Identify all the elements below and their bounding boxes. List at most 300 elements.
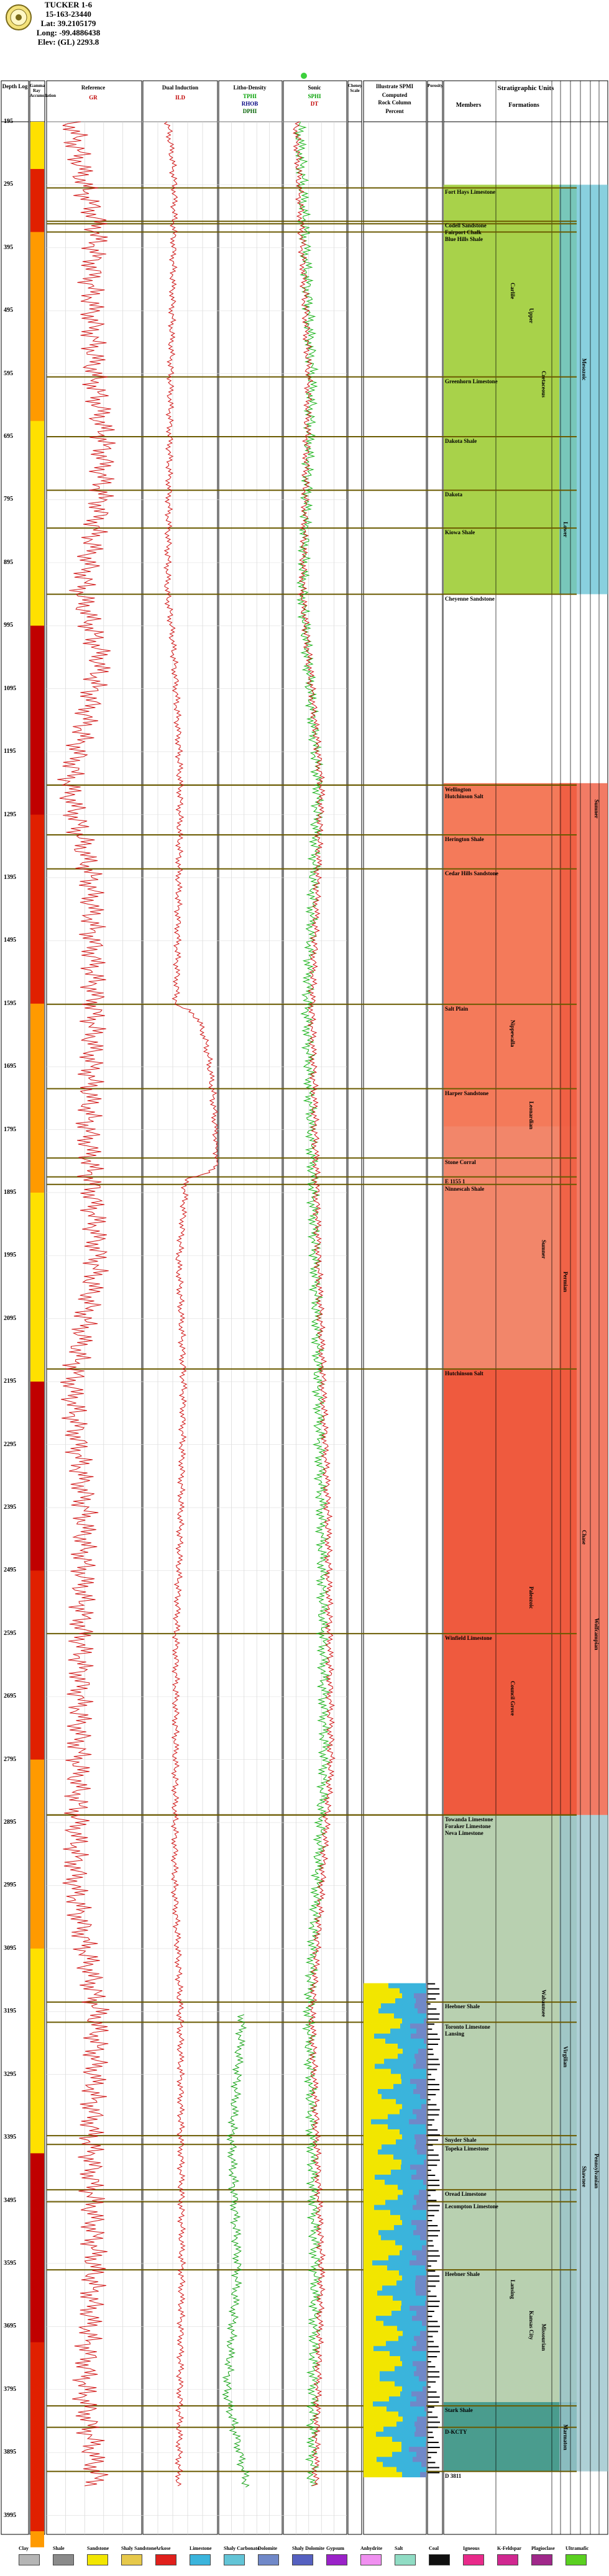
- porosity-bar: [428, 2109, 440, 2110]
- rock-column-cell: [364, 2251, 400, 2256]
- legend-swatch: [463, 2554, 484, 2565]
- gamma-accum-cell: [30, 1838, 44, 1854]
- gamma-accum-cell: [30, 1586, 44, 1603]
- rock-column-cell: [364, 1988, 400, 1994]
- formation-top-label: Hutchinson Salt: [445, 793, 483, 799]
- rock-column-cell: [401, 2301, 425, 2306]
- rock-column-cell: [400, 2024, 410, 2029]
- strat-unit-label: Cretaceous: [541, 370, 547, 398]
- rock-column-cell: [364, 2079, 401, 2085]
- gamma-accum-cell: [30, 1098, 44, 1114]
- rock-column-cell: [394, 2225, 416, 2231]
- porosity-bar: [428, 2442, 439, 2443]
- depth-label: 1395: [4, 873, 16, 881]
- track-frame-den: [219, 81, 282, 2534]
- legend-label: Arkose: [155, 2546, 171, 2551]
- depth-track-title: Depth Log: [2, 83, 28, 89]
- formation-top-label: Fort Hays Limestone: [445, 189, 495, 196]
- well-long: Long: -99.4886438: [36, 28, 101, 37]
- porosity-bar: [428, 2008, 436, 2009]
- rock-column-cell: [364, 2387, 402, 2392]
- rock-column-cell: [391, 2170, 416, 2175]
- rock-column-cell: [419, 2376, 426, 2382]
- legend-swatch: [190, 2554, 211, 2565]
- porosity-bar: [428, 2129, 437, 2131]
- formation-top-label: Fairport Chalk: [445, 229, 482, 236]
- gamma-accum-cell: [30, 201, 44, 217]
- rock-column-cell: [416, 2255, 426, 2261]
- porosity-bar: [428, 2316, 432, 2317]
- porosity-bar: [428, 2230, 440, 2231]
- rock-column-cell: [390, 2210, 426, 2216]
- gamma-accum-cell: [30, 1287, 44, 1303]
- formation-top-label: Neva Limestone: [445, 1829, 483, 1836]
- rock-column-cell: [364, 2280, 396, 2286]
- rock-column-cell: [421, 2462, 426, 2467]
- depth-label: 1895: [4, 1188, 16, 1196]
- rock-column-cell: [410, 2165, 426, 2170]
- depth-label: 995: [4, 622, 13, 629]
- rock-column-cell: [364, 2084, 393, 2090]
- gamma-accum-cell: [30, 2469, 44, 2485]
- gamma-accum-cell: [30, 594, 44, 611]
- gamma-accum-cell: [30, 940, 44, 957]
- gamma-accum-cell: [30, 2137, 44, 2154]
- rock-column-cell: [364, 2185, 398, 2190]
- porosity-bar: [428, 2069, 437, 2070]
- strat-era-bar-penn: [559, 1815, 608, 2472]
- porosity-bar: [428, 2215, 434, 2216]
- gamma-accum-cell: [30, 248, 44, 264]
- legend-label: Shaly Dolomite: [292, 2546, 325, 2551]
- porosity-bar: [428, 2296, 436, 2297]
- legend-label: Coal: [429, 2546, 439, 2551]
- porosity-bar: [428, 2185, 439, 2186]
- legend-label: Clay: [19, 2546, 29, 2551]
- legend-swatch: [258, 2554, 279, 2565]
- strat-era-bar-permian: [559, 783, 608, 1815]
- rock-column-cell: [364, 2306, 401, 2311]
- gamma-accum-cell: [30, 1398, 44, 1414]
- porosity-bar: [428, 2170, 431, 2171]
- rock-column-cell: [424, 2160, 426, 2165]
- rock-column-cell: [364, 2160, 401, 2165]
- gamma-accum-cell: [30, 531, 44, 547]
- rock-column-cell: [423, 2180, 426, 2185]
- rock-column-cell: [382, 2094, 420, 2100]
- strat-unit-label: Pennsylvanian: [593, 2153, 600, 2188]
- legend-swatch: [155, 2554, 176, 2565]
- legend-label: Ultramafic: [566, 2546, 589, 2551]
- depth-label: 195: [4, 118, 13, 125]
- rock-column-cell: [380, 2371, 414, 2377]
- rock-column-cell: [364, 2109, 400, 2114]
- rock-column-cell: [411, 2220, 426, 2226]
- track-frame-ind: [143, 81, 218, 2534]
- rock-column-cell: [395, 2366, 416, 2372]
- gamma-accum-cell: [30, 831, 44, 847]
- rock-column-cell: [364, 2351, 390, 2357]
- gamma-accum-cell: [30, 516, 44, 532]
- porosity-bar: [428, 2401, 439, 2403]
- gamma-accum-cell: [30, 925, 44, 941]
- gamma-accum-cell: [30, 1303, 44, 1319]
- gamma-accum-cell: [30, 452, 44, 468]
- porosity-bar: [428, 2079, 435, 2080]
- porosity-bar: [428, 2301, 440, 2302]
- rock-column-cell: [400, 2129, 426, 2135]
- rock-column-cell: [364, 2321, 383, 2326]
- depth-label: 3995: [4, 2511, 16, 2519]
- rock-column-cell: [403, 2049, 418, 2054]
- gamma-accum-cell: [30, 2248, 44, 2264]
- gamma-accum-cell: [30, 689, 44, 705]
- rock-column-cell: [378, 2149, 417, 2155]
- rock-column-cell: [364, 2124, 388, 2130]
- rock-column-cell: [410, 2306, 426, 2311]
- depth-label: 1595: [4, 999, 16, 1007]
- rock-column-cell: [401, 2160, 424, 2165]
- gamma-accum-cell: [30, 421, 44, 437]
- strat-unit-label: Wolfcampian: [593, 1618, 600, 1650]
- rock-column-cell: [392, 2437, 426, 2442]
- porosity-bar: [428, 2149, 434, 2150]
- rock-column-cell: [364, 2003, 381, 2009]
- gamma-accum-cell: [30, 2500, 44, 2516]
- porosity-bar: [428, 1983, 435, 1985]
- gamma-accum-cell: [30, 2279, 44, 2295]
- rock-column-cell: [401, 2079, 410, 2085]
- legend-label: Salt: [395, 2546, 403, 2551]
- rock-column-cell: [416, 2059, 426, 2064]
- rock-column-cell: [364, 1993, 402, 1999]
- formation-top-label: Dakota: [445, 491, 463, 498]
- formation-top-label: Cheyenne Sandstone: [445, 595, 495, 602]
- gamma-accum-cell: [30, 1460, 44, 1477]
- rock-column-cell: [402, 2275, 416, 2281]
- rock-column-cell: [364, 2296, 393, 2301]
- rock-column-cell: [372, 2260, 410, 2266]
- rock-column-cell: [398, 2195, 414, 2200]
- gamma-accum-cell: [30, 2295, 44, 2311]
- gamma-accum-cell: [30, 988, 44, 1004]
- rock-column-cell: [392, 2311, 416, 2316]
- sphi-curve-label: SPHI: [308, 93, 321, 99]
- rock-column-cell: [388, 2114, 416, 2120]
- rock-column-cell: [364, 2382, 395, 2387]
- rock-column-cell: [364, 2462, 383, 2467]
- gamma-accum-cell: [30, 957, 44, 973]
- gamma-accum-cell: [30, 184, 44, 201]
- rock-column-cell: [415, 2280, 426, 2286]
- gamma-accum-cell: [30, 1255, 44, 1272]
- rock-column-cell: [410, 2024, 426, 2029]
- gamma-accum-cell: [30, 437, 44, 453]
- rock-column-cell: [364, 2356, 400, 2362]
- rock-column-cell: [416, 2275, 426, 2281]
- rock-column-cell: [385, 2180, 423, 2185]
- porosity-bar: [428, 2275, 439, 2277]
- rock-column-cell: [364, 2275, 402, 2281]
- strat-unit-label: Virgilian: [562, 2046, 569, 2068]
- gamma-accum-cell: [30, 1696, 44, 1713]
- rock-column-cell: [364, 2316, 376, 2321]
- gamma-accum-cell: [30, 327, 44, 343]
- legend-swatch: [53, 2554, 74, 2565]
- gamma-accum-cell: [30, 893, 44, 909]
- gamma-accum-cell: [30, 2437, 44, 2453]
- gamma-accum-cell: [30, 1728, 44, 1744]
- rock-column-cell: [364, 2291, 377, 2296]
- formation-top-label: Stone Corral: [445, 1159, 476, 1166]
- gamma-accum-cell: [30, 1539, 44, 1555]
- rock-column-cell: [364, 2376, 380, 2382]
- rock-column-cell: [416, 2341, 426, 2347]
- gamma-accum-cell: [30, 1634, 44, 1650]
- legend-label: Limestone: [190, 2546, 212, 2551]
- rock-column-cell: [420, 2235, 426, 2241]
- rock-column-cell: [388, 2124, 426, 2130]
- rock-column-cell: [422, 2321, 426, 2326]
- formation-top-label: Blue Hills Shale: [445, 236, 483, 243]
- rock-column-cell: [364, 2371, 380, 2377]
- rock-column-cell: [396, 2280, 415, 2286]
- formation-top-label: Hutchinson Salt: [445, 1370, 483, 1377]
- track-frame-ref: [47, 81, 142, 2534]
- gamma-accum-cell: [30, 1381, 44, 1398]
- rock-column-cell: [417, 2149, 426, 2155]
- porosity-bar: [428, 2366, 435, 2367]
- gamma-accum-cell: [30, 1067, 44, 1083]
- rock-column-cell: [364, 2139, 396, 2145]
- rock-column-cell: [373, 2401, 410, 2407]
- legend-swatch: [566, 2554, 587, 2565]
- porosity-bar: [428, 2321, 437, 2322]
- rock-column-cell: [402, 2361, 413, 2367]
- rock-column-cell: [364, 2427, 383, 2433]
- rock-column-cell: [403, 2331, 420, 2336]
- rock-column-cell: [399, 2270, 426, 2276]
- rock-column-cell: [413, 2109, 426, 2114]
- rock-column-cell: [364, 2049, 403, 2054]
- gamma-accum-cell: [30, 2216, 44, 2232]
- rock-column-cell: [403, 2416, 417, 2422]
- well-lat: Lat: 39.2105179: [40, 19, 96, 28]
- rock-column-cell: [371, 2119, 409, 2125]
- gamma-accum-cell: [30, 1901, 44, 1918]
- porosity-bar: [428, 2205, 440, 2206]
- porosity-bar: [428, 2416, 437, 2418]
- porosity-bar: [428, 2175, 435, 2176]
- rock-column-cell: [385, 2039, 424, 2044]
- rock-column-cell: [414, 2144, 426, 2150]
- formation-top-label: Towanda Limestone: [445, 1816, 493, 1823]
- rock-column-cell: [364, 2170, 391, 2175]
- gamma-accum-cell: [30, 909, 44, 926]
- porosity-bar: [428, 2220, 432, 2221]
- rock-column-cell: [364, 2059, 384, 2064]
- rock-column-cell: [401, 2442, 426, 2447]
- rock-column-cell: [423, 2387, 426, 2392]
- rock-column-cell: [420, 2472, 426, 2478]
- gamma-accum-cell: [30, 1602, 44, 1618]
- rock-column-cell: [416, 2291, 426, 2296]
- ild-curve-label: ILD: [175, 94, 185, 101]
- gamma-accum-cell: [30, 499, 44, 516]
- rock-column-cell: [402, 2134, 414, 2140]
- strat-formations-head: Formations: [508, 102, 539, 109]
- gamma-accum-cell: [30, 626, 44, 642]
- porosity-bar: [428, 2311, 434, 2312]
- gamma-accum-cell: [30, 2516, 44, 2532]
- gamma-accum-cell: [30, 783, 44, 799]
- gamma-accum-cell: [30, 2169, 44, 2185]
- depth-label: 3295: [4, 2070, 16, 2078]
- porosity-bar: [428, 2472, 439, 2474]
- well-elev: Elev: (GL) 2293.8: [37, 37, 99, 47]
- rock-column-cell: [375, 2064, 413, 2069]
- porosity-bar: [428, 2119, 434, 2121]
- porosity-bar: [428, 2336, 433, 2337]
- illustrated-sub-2: Rock Column: [378, 99, 411, 106]
- gamma-accum-cell: [30, 263, 44, 280]
- strat-unit-label: Council Grove: [510, 1681, 516, 1716]
- depth-label: 1095: [4, 685, 16, 692]
- legend-label: Plagioclase: [531, 2546, 555, 2551]
- rock-column-cell: [393, 2084, 416, 2090]
- rock-column-cell: [402, 2104, 421, 2109]
- porosity-bar: [428, 2467, 439, 2468]
- rock-column-cell: [377, 2291, 416, 2296]
- porosity-bar: [428, 2084, 439, 2085]
- porosity-bar: [428, 2265, 431, 2267]
- porosity-bar: [428, 2411, 433, 2413]
- rock-column-cell: [389, 2396, 416, 2402]
- dt-curve-label: DT: [310, 101, 319, 107]
- rock-column-cell: [364, 2029, 390, 2034]
- gamma-accum-cell: [30, 169, 44, 185]
- rock-column-cell: [411, 2034, 426, 2039]
- rock-column-cell: [364, 2301, 401, 2306]
- gamma-accum-cell: [30, 358, 44, 374]
- porosity-bar: [428, 2341, 434, 2342]
- rock-column-cell: [364, 2240, 395, 2246]
- rock-column-cell: [364, 2361, 402, 2367]
- gamma-accum-cell: [30, 374, 44, 390]
- porosity-bar: [428, 2225, 437, 2226]
- legend-swatch: [121, 2554, 142, 2565]
- formation-top-label: Kiowa Shale: [445, 529, 475, 536]
- rock-column-cell: [374, 2205, 413, 2211]
- porosity-bar: [428, 2457, 431, 2458]
- gamma-accum-cell: [30, 1051, 44, 1067]
- rock-column-cell: [419, 2190, 426, 2195]
- rock-column-cell: [410, 2260, 426, 2266]
- depth-label: 1495: [4, 937, 16, 944]
- porosity-bar: [428, 2210, 439, 2211]
- strat-unit-label: Sumner: [541, 1240, 547, 1259]
- strat-unit-label: Kansas City: [528, 2311, 534, 2341]
- gamma-accum-cell: [30, 232, 44, 248]
- rock-column-cell: [364, 2034, 374, 2039]
- rock-column-cell: [364, 2246, 402, 2251]
- gamma-accum-cell: [30, 1823, 44, 1839]
- formation-top-label: Oread Limestone: [445, 2191, 487, 2198]
- rock-column-cell: [364, 2200, 385, 2206]
- depth-label: 3595: [4, 2259, 16, 2267]
- strat-unit-label: Chase: [581, 1529, 587, 1545]
- rock-column-cell: [413, 2361, 426, 2367]
- well-api: 15-163-23440: [45, 9, 91, 19]
- depth-label: 2495: [4, 1567, 16, 1574]
- formation-top-label: Cedar Hills Sandstone: [445, 870, 498, 876]
- depth-label: 2895: [4, 1819, 16, 1826]
- rock-column-cell: [364, 2054, 398, 2059]
- porosity-bar: [428, 2406, 434, 2408]
- depth-label: 295: [4, 181, 13, 188]
- rock-column-cell: [395, 1998, 416, 2004]
- porosity-bar: [428, 2139, 438, 2141]
- rock-column-cell: [412, 2346, 426, 2352]
- gamma-accum-cell: [30, 1145, 44, 1162]
- rock-column-cell: [414, 1993, 426, 1999]
- rock-column-cell: [364, 2452, 392, 2457]
- rock-column-cell: [418, 2008, 426, 2014]
- gamma-accum-cell: [30, 1224, 44, 1240]
- gamma-accum-cell: [30, 1476, 44, 1492]
- gamma-accum-cell: [30, 1760, 44, 1776]
- depth-label: 1795: [4, 1126, 16, 1133]
- gamma-accum-cell: [30, 468, 44, 485]
- gamma-accum-cell: [30, 1791, 44, 1807]
- porosity-bar: [428, 2240, 433, 2241]
- rock-column-cell: [396, 2467, 426, 2472]
- rock-column-cell: [364, 2149, 378, 2155]
- depth-label: 3895: [4, 2449, 16, 2456]
- rock-column-cell: [422, 2246, 426, 2251]
- strat-unit-label: Nippewalla: [510, 1019, 516, 1047]
- porosity-bar: [428, 2326, 440, 2327]
- rock-column-cell: [364, 2119, 371, 2125]
- porosity-bar: [428, 2024, 434, 2025]
- formation-top-label: Heebner Shale: [445, 2003, 480, 2010]
- gamma-accum-cell: [30, 1083, 44, 1099]
- gamma-accum-cell: [30, 2405, 44, 2421]
- depth-label: 2095: [4, 1314, 16, 1322]
- gamma-accum-cell: [30, 1570, 44, 1586]
- gamma-accum-cell: [30, 2011, 44, 2028]
- porosity-bar: [428, 2160, 440, 2161]
- rock-column-cell: [364, 2432, 376, 2437]
- gamma-accum-cell: [30, 547, 44, 563]
- porosity-bar: [428, 2356, 437, 2357]
- gamma-accum-cell: [30, 2075, 44, 2091]
- rock-column-cell: [402, 2387, 423, 2392]
- rock-column-cell: [364, 2326, 397, 2331]
- rock-column-cell: [421, 2104, 426, 2109]
- rock-column-cell: [414, 2003, 426, 2009]
- gamma-accum-cell: [30, 1980, 44, 1996]
- rock-column-cell: [396, 2099, 426, 2105]
- gamma-accum-cell: [30, 2531, 44, 2547]
- rock-column-cell: [364, 2392, 400, 2397]
- rock-column-cell: [409, 2447, 426, 2452]
- dphi-curve-label: DPHI: [242, 108, 257, 114]
- gamma-accum-cell: [30, 2028, 44, 2044]
- gamma-track-title: Gamma Ray Accumulation: [30, 83, 56, 98]
- porosity-bar: [428, 2044, 438, 2045]
- rock-column-cell: [418, 2049, 426, 2054]
